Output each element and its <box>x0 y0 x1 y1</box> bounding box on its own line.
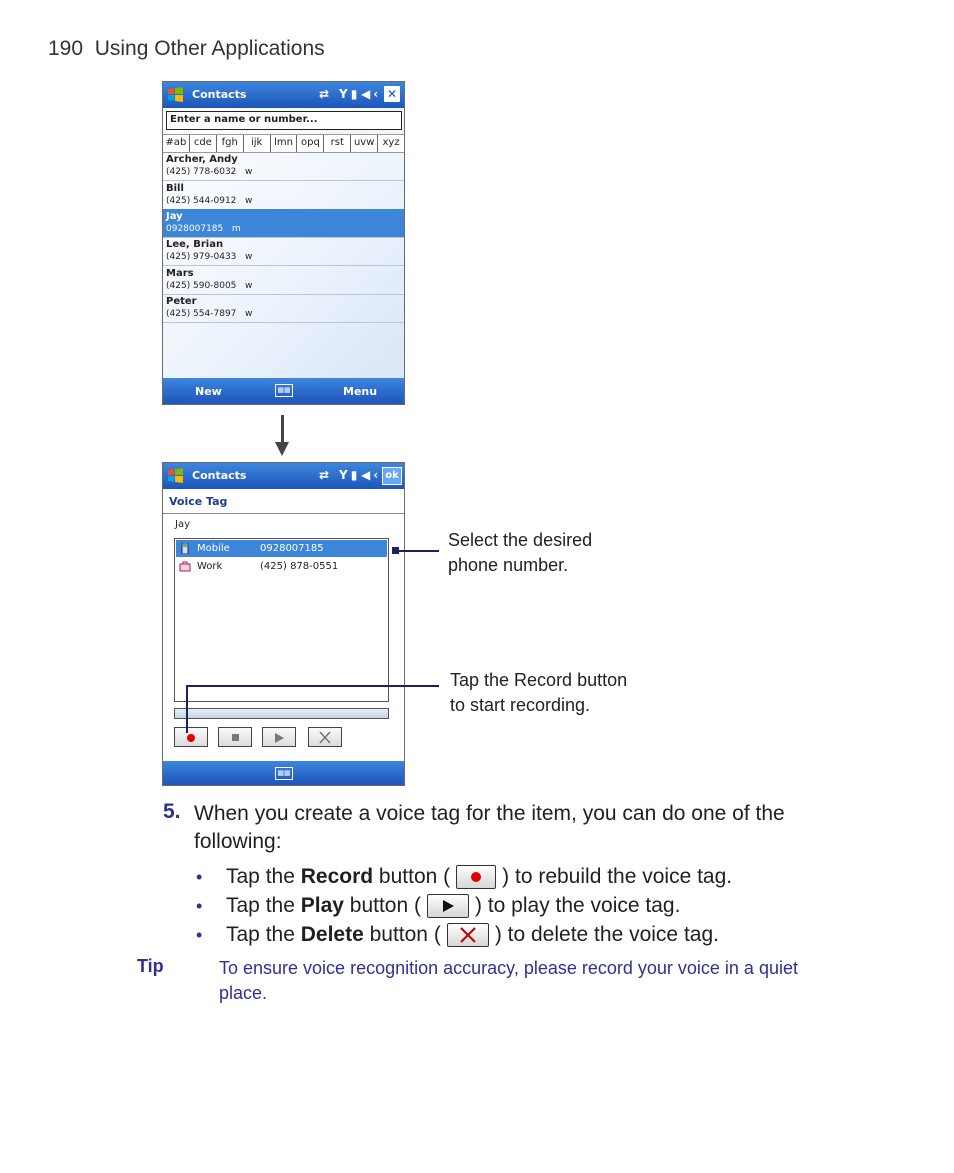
play-icon <box>427 894 469 918</box>
contacts-screen <box>162 81 405 405</box>
bullet-text: Tap the <box>226 894 301 917</box>
keyboard-icon[interactable]: ▦▦ <box>275 384 293 397</box>
stop-button[interactable] <box>218 727 252 747</box>
down-arrow-icon <box>275 442 289 456</box>
contact-name: Mars <box>166 268 194 279</box>
delete-icon <box>309 728 341 746</box>
record-icon <box>175 728 207 746</box>
search-input[interactable]: Enter a name or number... <box>166 111 402 130</box>
phone-number-item-mobile[interactable] <box>176 540 387 557</box>
phone-value: 0928007185 <box>260 543 324 554</box>
alpha-tab[interactable]: fgh <box>217 135 244 152</box>
windows-start-icon[interactable] <box>166 85 185 104</box>
menu-softkey[interactable]: Menu <box>343 385 378 398</box>
app-title: Contacts <box>192 469 247 482</box>
phone-value: (425) 878-0551 <box>260 561 339 572</box>
alpha-tab[interactable]: rst <box>324 135 351 152</box>
callout-line-1: Tap the Record button <box>450 670 628 690</box>
connectivity-icon[interactable]: ⇄ <box>319 87 333 101</box>
contact-phone: (425) 590-8005 w <box>166 281 253 291</box>
bullet-text: button ( <box>373 865 451 888</box>
bullet-record <box>196 863 732 891</box>
title-bar <box>163 463 404 489</box>
alpha-tab[interactable]: lmn <box>271 135 298 152</box>
windows-start-icon[interactable] <box>166 466 185 485</box>
softkey-bar <box>163 761 404 785</box>
voice-tag-screen <box>162 462 405 786</box>
new-softkey[interactable]: New <box>195 385 222 398</box>
volume-icon[interactable]: ◀‹ <box>361 468 382 482</box>
voice-tag-title: Voice Tag <box>169 495 228 508</box>
contact-name: Lee, Brian <box>166 239 224 250</box>
alphabet-index <box>163 134 404 153</box>
bullet-text: ) to rebuild the voice tag. <box>502 865 733 888</box>
page-header: 190 Using Other Applications <box>48 37 325 60</box>
step-number: 5. <box>163 800 181 823</box>
play-icon <box>263 728 295 746</box>
bullet-play <box>196 892 680 920</box>
recording-progress-bar <box>174 708 389 719</box>
contact-name: Peter <box>166 296 197 307</box>
callout-line-2: to start recording. <box>450 695 591 715</box>
down-arrow-shaft <box>281 415 284 445</box>
signal-icon[interactable]: Y▮ <box>339 87 361 101</box>
bullet-bold: Play <box>300 894 344 917</box>
contact-name: Bill <box>166 183 184 194</box>
callout-marker <box>392 547 399 554</box>
record-icon <box>456 865 496 889</box>
voice-tag-header <box>163 489 404 514</box>
signal-icon[interactable]: Y▮ <box>339 468 361 482</box>
contact-row[interactable] <box>163 294 404 323</box>
alpha-tab[interactable]: cde <box>190 135 217 152</box>
contact-row[interactable] <box>163 152 404 181</box>
keyboard-icon[interactable]: ▦▦ <box>275 767 293 780</box>
bullet-text: button ( <box>343 894 421 917</box>
phone-label: Mobile <box>197 543 230 554</box>
alpha-tab[interactable]: xyz <box>382 137 400 148</box>
contact-phone: 0928007185 m <box>166 224 241 234</box>
contact-phone: (425) 979-0433 w <box>166 252 253 262</box>
callout-record <box>450 668 627 718</box>
contact-row[interactable] <box>163 237 404 266</box>
contact-row[interactable] <box>163 266 404 295</box>
phone-number-list <box>174 538 389 702</box>
bullet-bold: Delete <box>300 923 364 946</box>
bullet-icon: • <box>196 896 203 916</box>
work-phone-icon <box>179 561 191 572</box>
delete-icon <box>447 923 489 947</box>
bullet-delete <box>196 921 719 949</box>
bullet-text: ) to delete the voice tag. <box>494 923 719 946</box>
bullet-text: Tap the <box>226 923 301 946</box>
contact-row-selected[interactable] <box>163 209 404 238</box>
contact-name: Jay <box>175 519 190 530</box>
contact-row[interactable] <box>163 181 404 210</box>
alpha-tab[interactable]: opq <box>297 135 324 152</box>
softkey-bar <box>163 378 404 404</box>
ok-button[interactable]: ok <box>382 467 402 485</box>
callout-line-record <box>187 685 439 687</box>
bullet-text: button ( <box>363 923 441 946</box>
connectivity-icon[interactable]: ⇄ <box>319 468 333 482</box>
bullet-icon: • <box>196 925 203 945</box>
alpha-tab[interactable]: ijk <box>244 135 271 152</box>
callout-line-2: phone number. <box>448 555 569 575</box>
callout-line-record-vertical <box>186 685 188 733</box>
bullet-text: ) to play the voice tag. <box>475 894 681 917</box>
tip-text: To ensure voice recognition accuracy, please record your voice in a quiet place. <box>219 958 798 1003</box>
close-icon[interactable]: ✕ <box>384 86 400 102</box>
bullet-icon: • <box>196 867 203 887</box>
record-button[interactable] <box>174 727 208 747</box>
app-title: Contacts <box>192 88 247 101</box>
contact-phone: (425) 554-7897 w <box>166 309 253 319</box>
alpha-tab[interactable]: uvw <box>351 135 378 152</box>
stop-icon <box>219 728 251 746</box>
volume-icon[interactable]: ◀‹ <box>361 87 382 101</box>
mobile-phone-icon <box>179 543 191 554</box>
delete-button[interactable] <box>308 727 342 747</box>
callout-select-number <box>448 528 592 578</box>
callout-line-1: Select the desired <box>448 530 593 550</box>
contact-phone: (425) 544-0912 w <box>166 196 253 206</box>
contact-phone: (425) 778-6032 w <box>166 167 253 177</box>
callout-line-select <box>399 550 439 552</box>
title-bar <box>163 82 404 108</box>
alpha-tab[interactable]: #ab <box>163 135 190 152</box>
step-text: When you create a voice tag for the item, you can do one of the following: <box>194 802 785 853</box>
contact-name: Jay <box>166 211 183 222</box>
contact-name: Archer, Andy <box>166 154 238 165</box>
bullet-text: Tap the <box>226 865 301 888</box>
tip-label: Tip <box>137 956 164 976</box>
phone-number-item-work[interactable] <box>176 558 387 575</box>
phone-label: Work <box>197 561 223 572</box>
bullet-bold: Record <box>300 865 374 888</box>
play-button[interactable] <box>262 727 296 747</box>
